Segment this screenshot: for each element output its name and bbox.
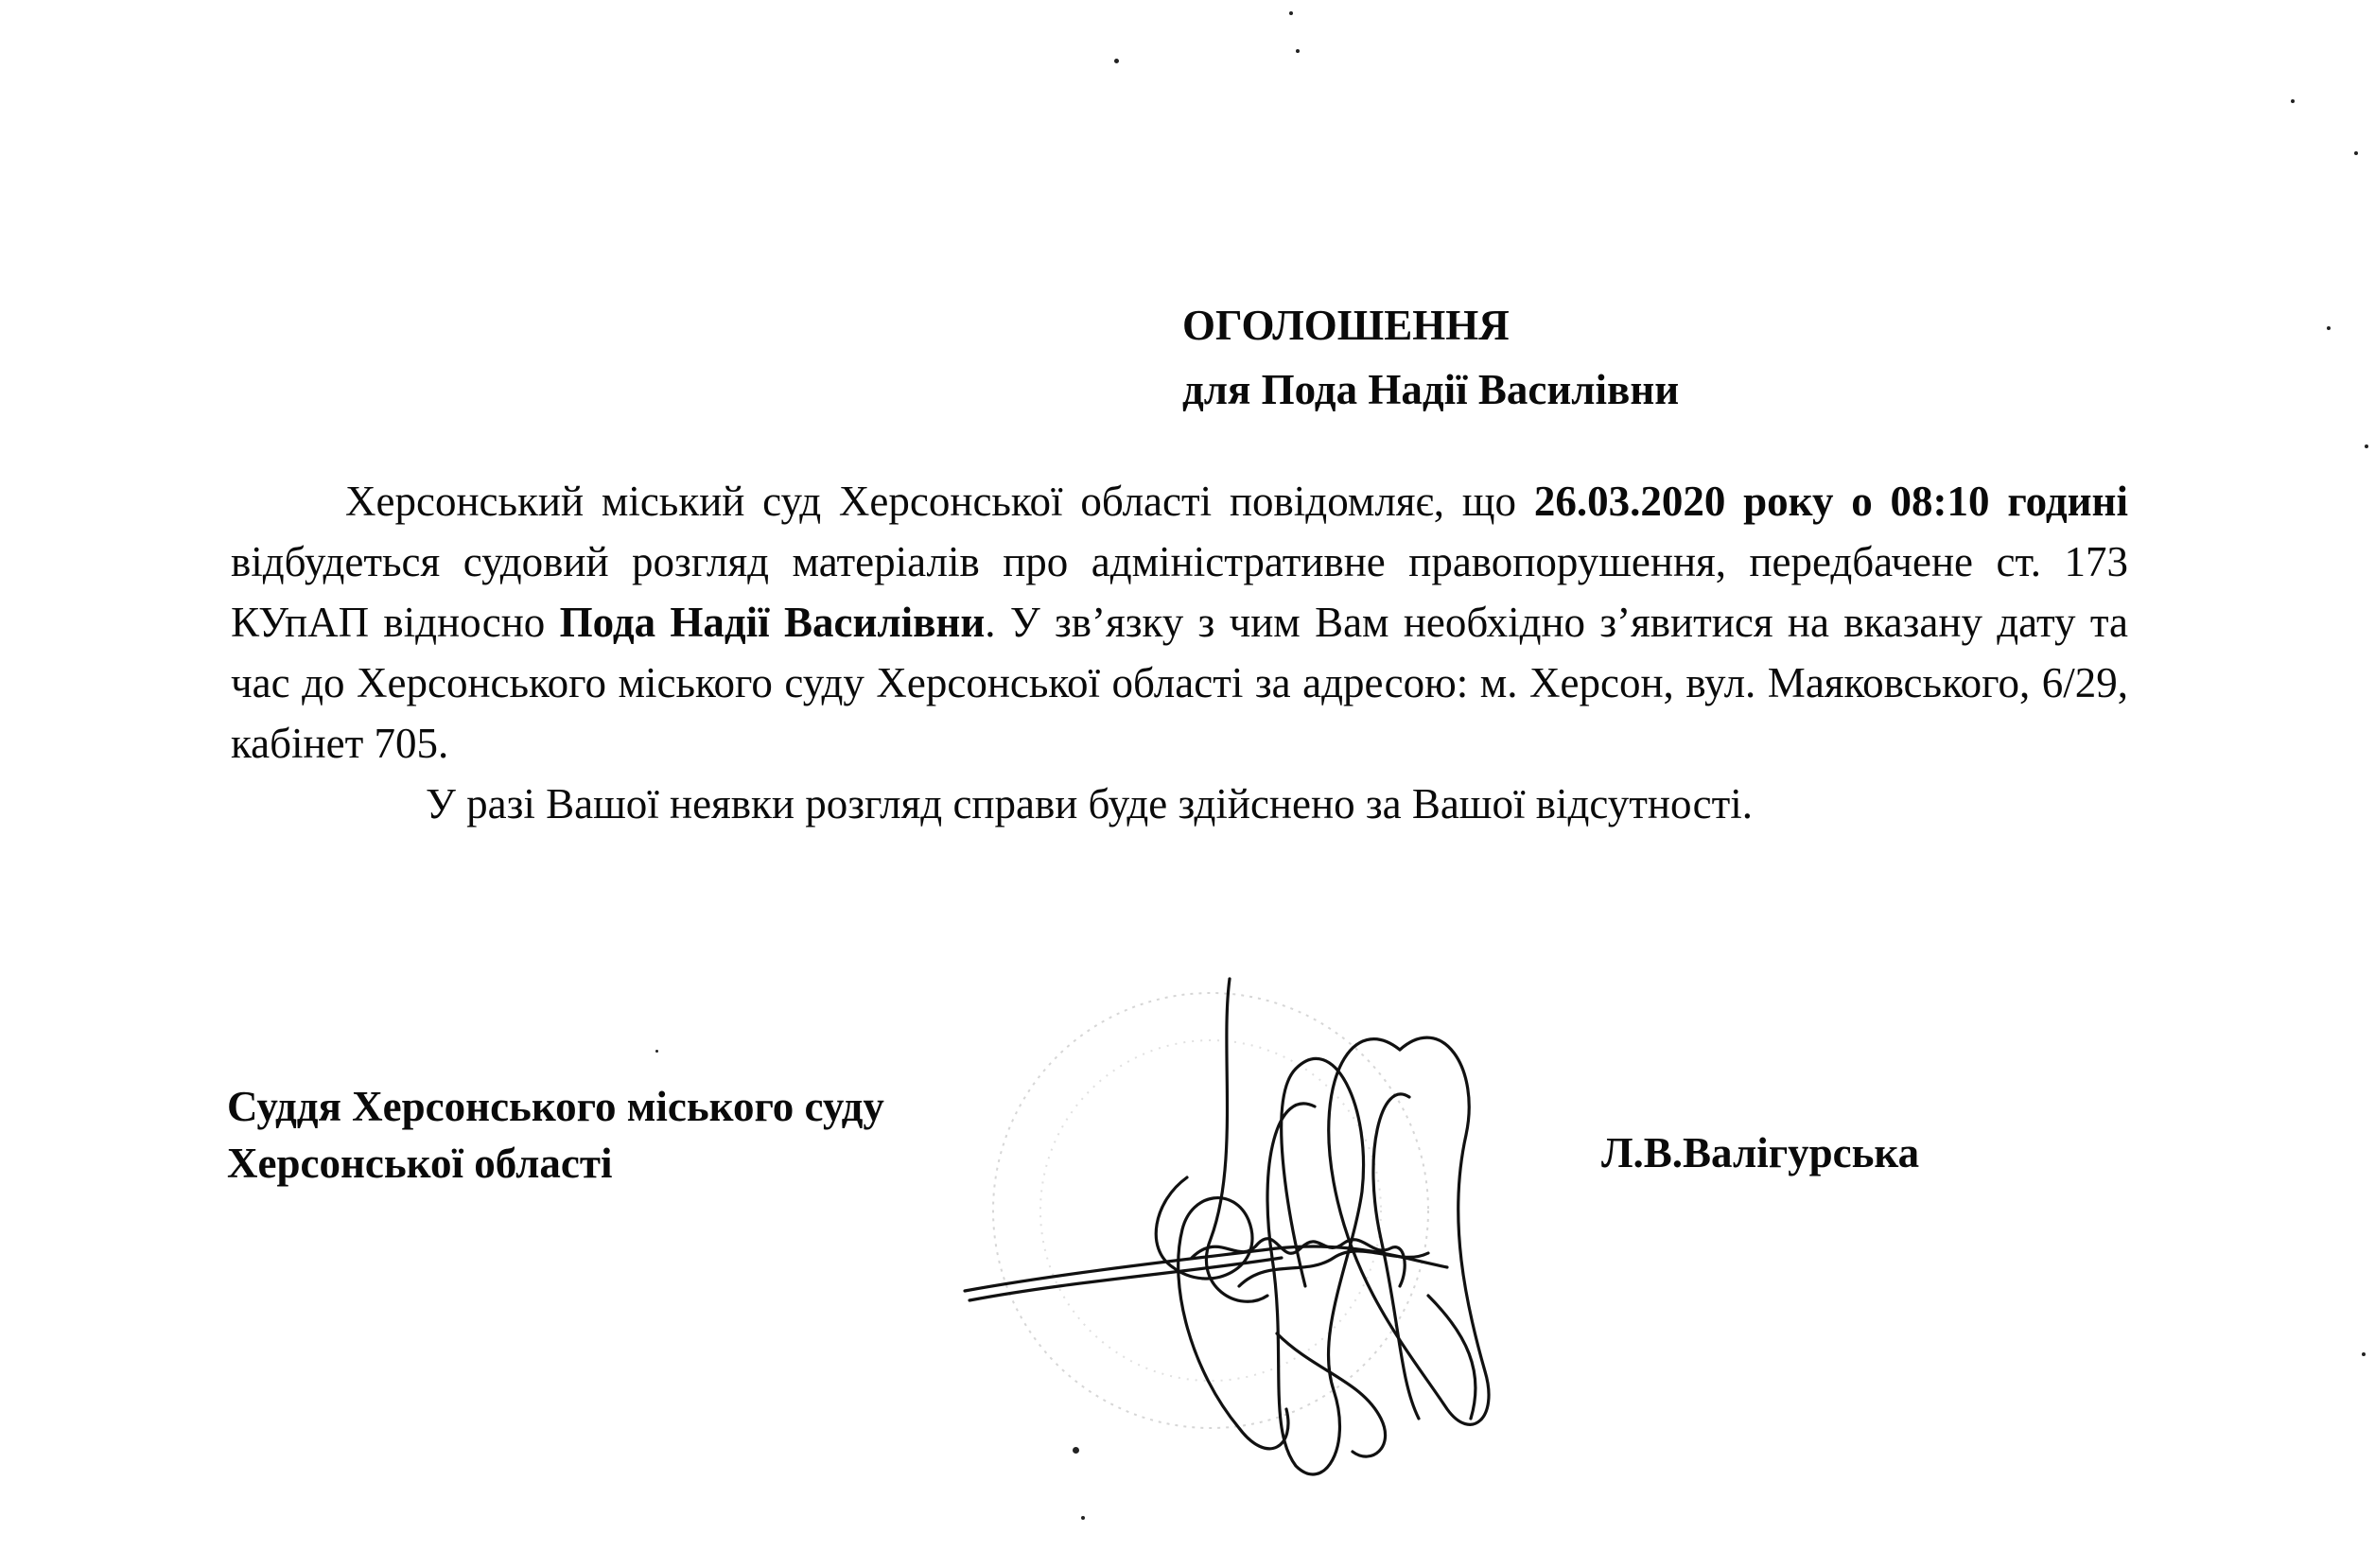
judge-title-line2: Херсонської області [227, 1140, 613, 1187]
scan-speck [2291, 99, 2295, 103]
scan-speck [655, 1050, 658, 1053]
scan-speck [1081, 1516, 1085, 1520]
scan-speck [1114, 59, 1119, 63]
judge-title-line1: Суддя Херсонського міського суду [227, 1083, 884, 1130]
handwritten-signature [955, 974, 1542, 1504]
person-name: Пода Надії Василівни [559, 599, 986, 646]
document-body [231, 471, 2128, 834]
scan-speck [1073, 1447, 1079, 1454]
judge-name: Л.В.Валігурська [1601, 1129, 1920, 1176]
document-page: ОГОЛОШЕННЯ для Пода Надії Василівни Херсонський міський суд Херсонської області повідомляє, що 26.03.2020 року о 08:10 годині відбудеться судовий розгляд матеріалів про адміністративне правопорушення, передбачене ст. 173 КУпАП відносно Пода Надії Василівни. У зв’язку з чим Вам необхідно з’явитися на вказану дату та час до Херсонського міського суду Херсонської області за адресою: м. Херсон, вул. Маяковського, 6/29, кабінет 705. У разі Вашої неявки розгляд справи буде здійснено за Вашої відсутності. Суддя Херсонського міського суду Херсонської області Л.В.Валігурська [0, 0, 2375, 1568]
notice-paragraph [231, 471, 2128, 774]
notice-text-part1: Херсонський міський суд Херсонської області повідомляє, що [345, 478, 1534, 525]
hearing-date-time: 26.03.2020 року о 08:10 годині [1533, 478, 2128, 525]
judge-title [227, 1078, 884, 1192]
scan-speck [1289, 11, 1293, 15]
notice-text-part3: . У зв’язку з чим Вам необхідно з’явитися на вказану дату та час до Херсонського міського суду Херсонської області за адресою: м. Херсон, вул. Маяковського, 6/29, кабінет 705. [231, 599, 2129, 767]
scan-speck [2354, 151, 2358, 155]
scan-speck [2327, 326, 2331, 330]
absence-paragraph: У разі Вашої неявки розгляд справи буде здійснено за Вашої відсутності. [426, 780, 1753, 828]
scan-speck [1296, 49, 1300, 53]
scan-speck [2362, 1352, 2366, 1356]
notice-text-part2: відбудеться судовий розгляд матеріалів про адміністративне правопорушення, передбачене ст. 173 КУпАП відносно [231, 538, 2128, 646]
scan-speck [2365, 444, 2368, 448]
